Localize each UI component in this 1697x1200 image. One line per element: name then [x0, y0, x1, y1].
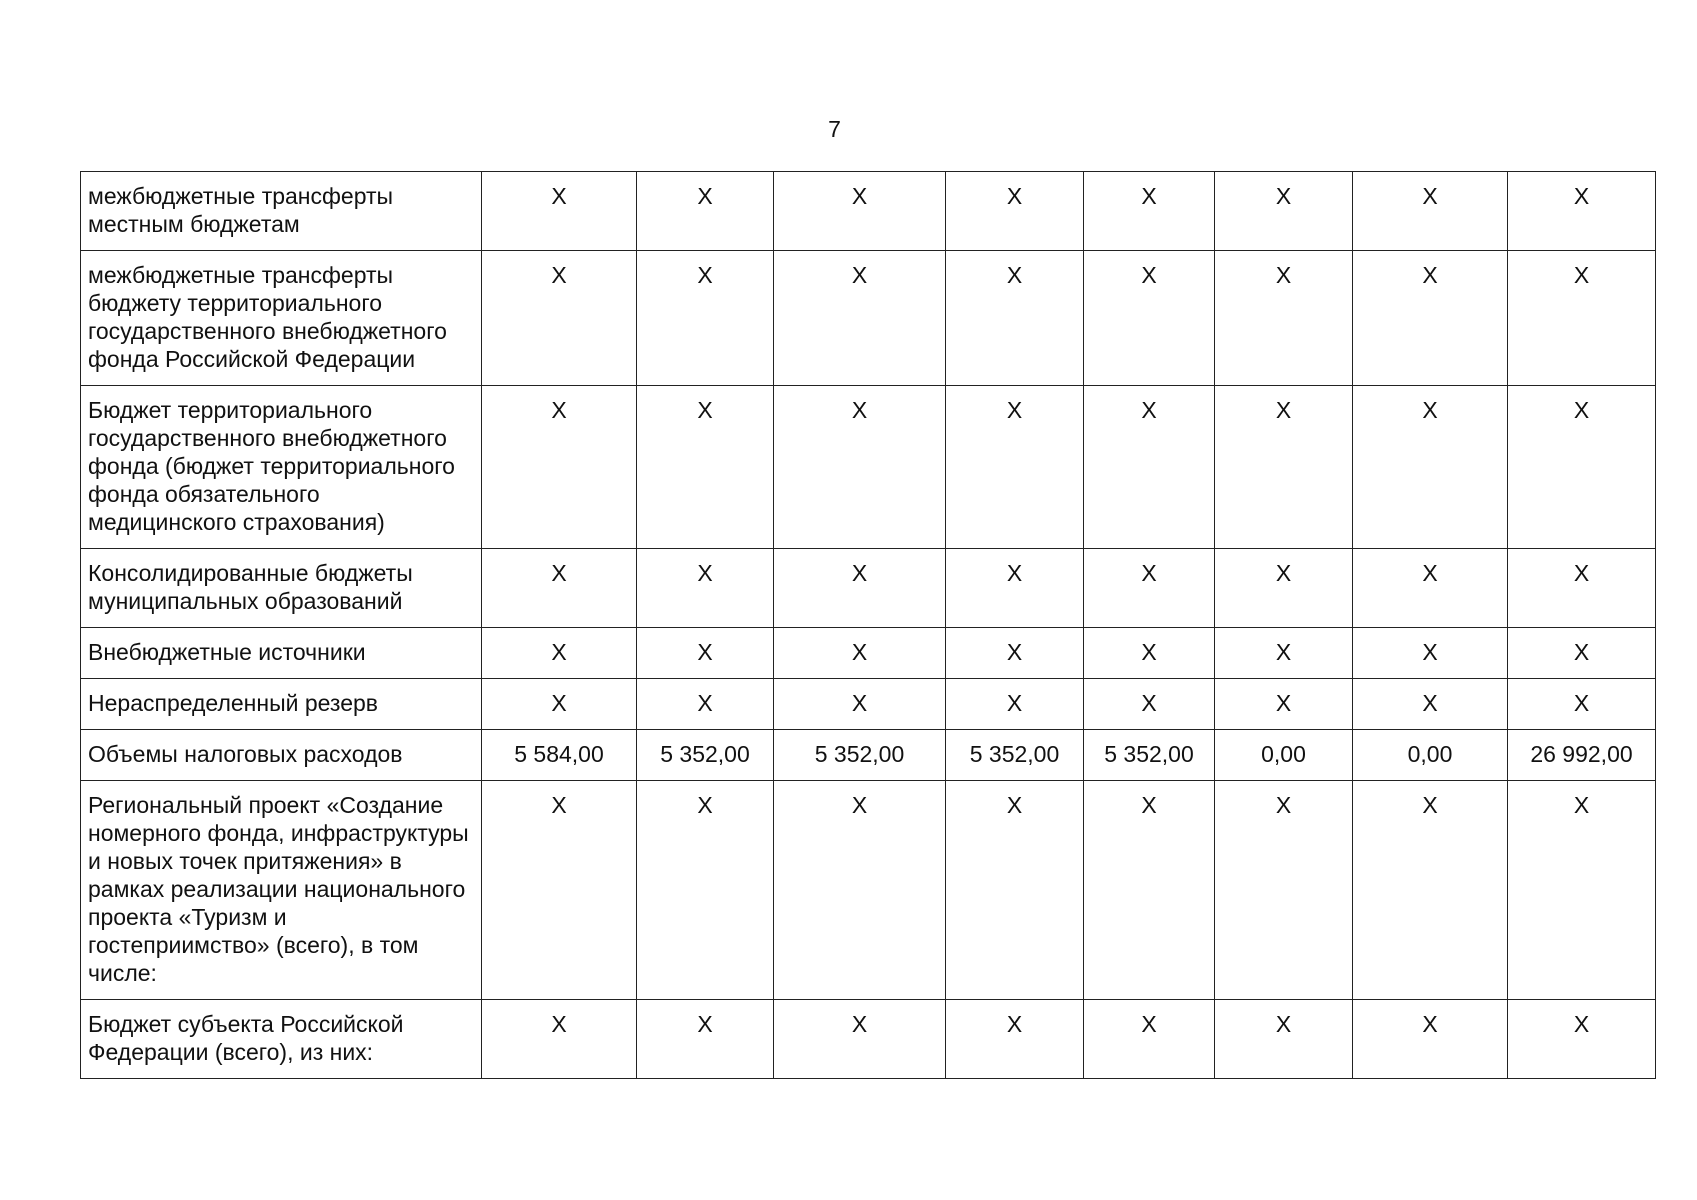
table-cell: X — [482, 679, 637, 730]
table-cell: 5 352,00 — [637, 730, 774, 781]
table-cell: X — [1215, 1000, 1353, 1079]
row-label: межбюджетные трансферты местным бюджетам — [81, 172, 482, 251]
table-cell: 0,00 — [1215, 730, 1353, 781]
page-number — [0, 114, 1697, 144]
row-label: Бюджет территориального государственного внебюджетного фонда (бюджет территориального фонда обязательного медицинского страхования) — [81, 386, 482, 549]
table-cell: X — [637, 781, 774, 1000]
table-cell: X — [946, 781, 1084, 1000]
table-cell: 5 352,00 — [774, 730, 946, 781]
table-cell: X — [1508, 386, 1656, 549]
table-cell: X — [1215, 679, 1353, 730]
table-cell: X — [637, 1000, 774, 1079]
table-cell: X — [946, 386, 1084, 549]
table-cell: X — [946, 679, 1084, 730]
page-number-text: 7 — [828, 116, 841, 142]
table-cell: X — [774, 781, 946, 1000]
table-cell: X — [1084, 251, 1215, 386]
table-cell: X — [774, 679, 946, 730]
table-row — [81, 549, 1656, 628]
table-row — [81, 251, 1656, 386]
table-cell: X — [1215, 386, 1353, 549]
table-row — [81, 1000, 1656, 1079]
table-cell: X — [774, 251, 946, 386]
table-cell: X — [637, 386, 774, 549]
table-cell: X — [1084, 386, 1215, 549]
table-cell: X — [637, 172, 774, 251]
table-cell: X — [1508, 1000, 1656, 1079]
table-cell: X — [774, 172, 946, 251]
table-cell: X — [946, 549, 1084, 628]
table-cell: X — [1508, 251, 1656, 386]
table-cell: X — [774, 549, 946, 628]
table-cell: X — [1084, 628, 1215, 679]
table-cell: 0,00 — [1353, 730, 1508, 781]
table-cell: X — [946, 1000, 1084, 1079]
table-row — [81, 172, 1656, 251]
table-cell: X — [1084, 172, 1215, 251]
row-label: Региональный проект «Создание номерного фонда, инфраструктуры и новых точек притяжения» в рамках реализации национального проекта «Туризм и гостеприимство» (всего), в том числе: — [81, 781, 482, 1000]
table-cell: X — [637, 251, 774, 386]
table-row — [81, 730, 1656, 781]
table-cell: X — [774, 628, 946, 679]
table-cell: X — [774, 386, 946, 549]
table-cell: X — [1215, 549, 1353, 628]
table-cell: X — [1353, 781, 1508, 1000]
table-cell: X — [637, 679, 774, 730]
table-cell: X — [1215, 251, 1353, 386]
row-label: Внебюджетные источники — [81, 628, 482, 679]
row-label: Нераспределенный резерв — [81, 679, 482, 730]
table-cell: X — [1215, 628, 1353, 679]
table-row — [81, 679, 1656, 730]
table-cell: 5 352,00 — [946, 730, 1084, 781]
table-cell: X — [482, 386, 637, 549]
row-label: Консолидированные бюджеты муниципальных образований — [81, 549, 482, 628]
table-cell: X — [1215, 172, 1353, 251]
table-cell: X — [946, 628, 1084, 679]
table-cell: X — [1353, 1000, 1508, 1079]
table-cell: X — [1353, 679, 1508, 730]
table-cell: X — [946, 251, 1084, 386]
table-cell: X — [482, 1000, 637, 1079]
row-label: Бюджет субъекта Российской Федерации (всего), из них: — [81, 1000, 482, 1079]
table-cell: 5 352,00 — [1084, 730, 1215, 781]
table-cell: X — [482, 781, 637, 1000]
table-cell: X — [1084, 1000, 1215, 1079]
table-row — [81, 628, 1656, 679]
table-cell: 5 584,00 — [482, 730, 637, 781]
table-cell: X — [1084, 549, 1215, 628]
table-cell: X — [637, 628, 774, 679]
table-cell: X — [774, 1000, 946, 1079]
table-cell: X — [1508, 679, 1656, 730]
table-row — [81, 386, 1656, 549]
table-cell: X — [946, 172, 1084, 251]
table-cell: X — [1353, 251, 1508, 386]
table-cell: X — [1084, 679, 1215, 730]
budget-table — [80, 171, 1656, 1079]
table-cell: X — [637, 549, 774, 628]
table-cell: X — [482, 172, 637, 251]
table-cell: 26 992,00 — [1508, 730, 1656, 781]
table-cell: X — [482, 628, 637, 679]
table-cell: X — [1084, 781, 1215, 1000]
table-cell: X — [1353, 628, 1508, 679]
table-cell: X — [482, 549, 637, 628]
table-cell: X — [1508, 628, 1656, 679]
table-row — [81, 781, 1656, 1000]
table-cell: X — [1353, 386, 1508, 549]
table-cell: X — [1353, 549, 1508, 628]
row-label: Объемы налоговых расходов — [81, 730, 482, 781]
table-cell: X — [1215, 781, 1353, 1000]
table-cell: X — [1508, 781, 1656, 1000]
table-cell: X — [1353, 172, 1508, 251]
row-label: межбюджетные трансферты бюджету территориального государственного внебюджетного фонда Российской Федерации — [81, 251, 482, 386]
table-cell: X — [1508, 172, 1656, 251]
table-cell: X — [1508, 549, 1656, 628]
table-cell: X — [482, 251, 637, 386]
